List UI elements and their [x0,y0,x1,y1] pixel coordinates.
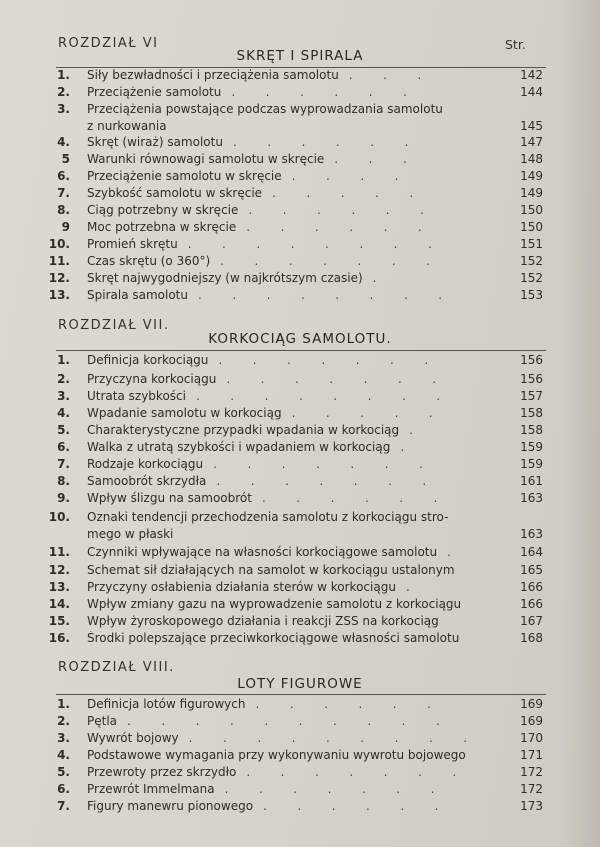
toc-entry-page: 170 [520,731,543,745]
chapter-7-title: KORKOCIĄG SAMOLOTU. [208,331,392,347]
page-column-label: Str. [505,37,526,52]
toc-entry-page: 163 [520,491,543,505]
toc-entry-title-continuation: z nurkowania [87,119,167,133]
toc-entry-title: Środki polepszające przeciwkorkociągowe własności samolotu [87,631,460,645]
toc-entry-page: 151 [520,237,543,251]
toc-entry [0,169,600,186]
toc-entry-title-wrap [87,203,502,217]
toc-entry [0,545,600,562]
toc-entry-page: 152 [520,254,543,268]
toc-entry [0,271,600,288]
toc-entry [0,563,600,580]
toc-entry-title: Promień skrętu [87,237,178,251]
toc-entry [0,580,600,597]
toc-entry-title-wrap [87,782,502,796]
toc-entry-page: 145 [520,119,543,133]
toc-entry-title: Podstawowe wymagania przy wykonywaniu wywrotu bojowego [87,748,466,762]
toc-leader-dots: . . . . . . [255,697,431,711]
toc-entry-page: 172 [520,765,543,779]
toc-entry-title-wrap [87,102,502,116]
toc-entry-title: Wywrót bojowy [87,731,179,745]
toc-entry [0,389,600,406]
toc-entry-number: 13. [48,580,70,594]
toc-entry-title-wrap [87,186,502,200]
toc-entry-page: 166 [520,597,543,611]
toc-entry-title-wrap [87,563,502,577]
toc-entry [0,203,600,220]
toc-entry-title: Czynniki wpływające na własności korkociągowe samolotu [87,545,438,559]
toc-entry-title-wrap [87,491,502,505]
toc-entry-title: Wpływ zmiany gazu na wyprowadzenie samolotu z korkociągu [87,597,462,611]
toc-entry-title: Charakterystyczne przypadki wpadania w korkociąg [87,423,400,437]
toc-entry [0,782,600,799]
toc-leader-dots: . . . . . . . [213,457,423,471]
toc-entry-title-wrap [87,152,502,166]
toc-entry-number: 4. [57,748,70,762]
toc-leader-dots: . . . . . [272,186,414,200]
toc-entry-title: Siły bezwładności i przeciążenia samolotu [87,68,339,82]
toc-entry-number: 3. [57,389,70,403]
toc-entry-page: 153 [520,288,543,302]
toc-entry [0,440,600,457]
toc-entry-number: 13. [48,288,70,302]
toc-entry-title: Oznaki tendencji przechodzenia samolotu z korkociągu stro- [87,510,449,524]
toc-entry-title: Przewroty przez skrzydło [87,765,237,779]
toc-entry-title: Szybkość samolotu w skręcie [87,186,263,200]
toc-leader-dots: . [400,440,405,454]
toc-entry-page: 165 [520,563,543,577]
toc-entry [0,731,600,748]
toc-entry-page: 167 [520,614,543,628]
toc-entry-title-wrap [87,423,502,437]
toc-leader-dots: . . . . . . [246,220,422,234]
toc-entry-number: 4. [57,135,70,149]
toc-entry-title-wrap [87,714,502,728]
toc-leader-dots: . . . [334,152,407,166]
toc-leader-dots: . . . . . . . [246,765,457,779]
chapter-7-heading: ROZDZIAŁ VII. [58,318,170,333]
toc-entry-title: Wpływ ślizgu na samoobrót [87,491,252,505]
toc-entry-title: Skręt najwygodniejszy (w najkrótszym czasie) [87,271,363,285]
toc-entry-title-wrap [87,353,502,367]
toc-entry-title-wrap [87,799,502,813]
toc-entry [0,491,600,508]
toc-entry-title-wrap [87,135,502,149]
toc-entry-number: 7. [57,186,70,200]
toc-entry-page: 152 [520,271,543,285]
chapter-6-heading: ROZDZIAŁ VI [58,36,159,51]
toc-entry-number: 5 [61,152,70,166]
toc-entry-page: 157 [520,389,543,403]
toc-entry-page: 173 [520,799,543,813]
toc-leader-dots: . . . . . . . [226,372,437,386]
toc-entry-title: Przyczyny osłabienia działania sterów w korkociągu [87,580,396,594]
toc-entry [0,186,600,203]
toc-entry-title: Wpływ żyroskopowego działania i reakcji ZSS na korkociąg [87,614,439,628]
toc-entry-page: 171 [520,748,543,762]
toc-entry [0,135,600,152]
toc-leader-dots: . . . . . . [263,799,439,813]
toc-entry-number: 9 [61,220,70,234]
toc-entry-title: Wpadanie samolotu w korkociąg [87,406,282,420]
toc-entry-page: 172 [520,782,543,796]
toc-entry-title: Utrata szybkości [87,389,186,403]
toc-entry-number: 5. [57,423,70,437]
toc-leader-dots: . [447,545,451,559]
toc-entry-title: Przeciążenie samolotu [87,85,222,99]
toc-entry [0,748,600,765]
toc-entry [0,510,600,541]
toc-entry-title-wrap [87,765,502,779]
toc-entry-title-wrap [87,440,502,454]
toc-entry-page: 150 [520,203,543,217]
toc-entry-number: 7. [57,799,70,813]
toc-entry-number: 5. [57,765,70,779]
toc-leader-dots: . . . . . . [232,135,409,149]
toc-entry-title-wrap [87,697,502,711]
toc-entry-number: 4. [57,406,70,420]
toc-entry-number: 6. [57,169,70,183]
toc-entry-page: 158 [520,406,543,420]
toc-entry [0,288,600,305]
toc-entry-number: 1. [57,697,70,711]
toc-entry-number: 3. [57,102,70,116]
toc-entry-number: 8. [57,474,70,488]
toc-leader-dots: . [372,271,377,285]
toc-entry-page: 158 [520,423,543,437]
toc-leader-dots: . [405,580,410,594]
toc-entry-number: 11. [48,254,70,268]
toc-entry-title: Warunki równowagi samolotu w skręcie [87,152,325,166]
toc-leader-dots: . . . . . . . . [197,288,443,302]
toc-entry-page: 159 [520,457,543,471]
toc-entry [0,597,600,614]
toc-leader-dots: . . . . . . . . [187,237,432,251]
toc-entry [0,372,600,389]
toc-entry-number: 16. [48,631,70,645]
chapter-8-heading: ROZDZIAŁ VIII. [58,660,175,675]
toc-entry [0,697,600,714]
toc-leader-dots: . . . . . . [231,85,407,99]
toc-leader-dots: . . . . . . . [224,782,435,796]
toc-entry-title: Skręt (wiraż) samolotu [87,135,223,149]
toc-entry [0,714,600,731]
toc-leader-dots: . . . . . . [248,203,424,217]
toc-entry-title-wrap [87,254,502,268]
toc-entry-title: Przeciążenia powstające podczas wyprowadzania samolotu [87,102,443,116]
toc-entry-number: 15. [48,614,70,628]
toc-entry-title-wrap [87,457,502,471]
toc-leader-dots: . . . . . . . . . . [127,714,440,728]
toc-entry-page: 148 [520,152,543,166]
toc-entry-number: 3. [57,731,70,745]
toc-entry-number: 1. [57,353,70,367]
toc-entry-page: 156 [520,372,543,386]
toc-entry-title-wrap [87,597,502,611]
toc-entry-number: 1. [57,68,70,82]
toc-entry-title: Samoobrót skrzydła [87,474,207,488]
toc-entry-title-wrap [87,68,502,82]
toc-entry-number: 2. [57,85,70,99]
toc-entry-title: Spirala samolotu [87,288,188,302]
chapter-8-title: LOTY FIGUROWE [237,676,363,692]
toc-entry [0,85,600,102]
toc-entry-title-wrap [87,372,502,386]
toc-entry-page: 149 [520,186,543,200]
toc-entry-title: Pętla [87,714,118,728]
toc-entry-title: Definicja lotów figurowych [87,697,246,711]
toc-leader-dots: . . . . . . . . . [188,731,468,745]
toc-entry-page: 161 [520,474,543,488]
toc-entry-number: 2. [57,714,70,728]
toc-entry-title: Przyczyna korkociągu [87,372,217,386]
toc-entry-title-wrap [87,169,502,183]
toc-entry-title-wrap [87,406,502,420]
toc-entry-number: 11. [48,545,70,559]
toc-entry-number: 2. [57,372,70,386]
toc-entry [0,406,600,423]
toc-leader-dots: . . . . . . . [216,474,427,488]
toc-entry-title: Definicja korkociągu [87,353,209,367]
toc-entry-title-wrap [87,220,502,234]
toc-entry-title: Walka z utratą szybkości i wpadaniem w korkociąg [87,440,391,454]
toc-entry-page: 149 [520,169,543,183]
toc-entry-title-wrap [87,748,502,762]
toc-entry-page: 159 [520,440,543,454]
toc-entry-title-wrap [87,288,502,302]
toc-entry-page: 147 [520,135,543,149]
toc-entry-title-wrap [87,631,502,645]
toc-entry-title-wrap [87,545,502,559]
toc-entry-number: 12. [48,271,70,285]
toc-entry-page: 156 [520,353,543,367]
toc-entry-page: 142 [520,68,543,82]
toc-leader-dots: . . . . . [291,406,433,420]
toc-entry-title-wrap [87,389,502,403]
toc-entry-title: Ciąg potrzebny w skręcie [87,203,239,217]
toc-entry-page: 166 [520,580,543,594]
chapter-8-rule [56,694,546,695]
toc-leader-dots: . . . . [291,169,399,183]
toc-entry-page: 144 [520,85,543,99]
toc-entry [0,474,600,491]
toc-entry-number: 12. [48,563,70,577]
toc-entry-number: 10. [48,510,70,524]
toc-entry [0,631,600,648]
toc-entry-title-wrap [87,614,502,628]
toc-entry [0,152,600,169]
toc-entry [0,68,600,85]
toc-entry-number: 7. [57,457,70,471]
toc-entry-number: 8. [57,203,70,217]
toc-entry-title-wrap [87,237,502,251]
toc-entry-title-wrap [87,271,502,285]
toc-entry-number: 6. [57,782,70,796]
toc-entry-title-wrap [87,731,502,745]
toc-entry-number: 9. [57,491,70,505]
toc-entry [0,765,600,782]
toc-entry-title: Rodzaje korkociągu [87,457,204,471]
toc-entry-title-wrap [87,474,502,488]
toc-leader-dots: . . . . . . . [218,353,429,367]
toc-entry-page: 169 [520,714,543,728]
toc-entry-number: 14. [48,597,70,611]
toc-entry-title-continuation: mego w płaski [87,527,174,541]
toc-entry-number: 10. [48,237,70,251]
toc-entry-title-wrap [87,510,502,524]
toc-entry-page: 163 [520,527,543,541]
toc-leader-dots: . . . [348,68,422,82]
toc-entry [0,220,600,237]
chapter-7-rule [56,350,546,351]
toc-entry [0,799,600,816]
toc-entry-title: Moc potrzebna w skręcie [87,220,237,234]
chapter-6-title: SKRĘT I SPIRALA [236,48,364,64]
toc-leader-dots: . [409,423,413,437]
toc-entry-title-wrap [87,580,502,594]
toc-entry [0,614,600,631]
toc-entry [0,254,600,271]
toc-entry-page: 169 [520,697,543,711]
toc-leader-dots: . . . . . . . . [195,389,441,403]
toc-entry [0,457,600,474]
toc-entry-title: Czas skrętu (o 360°) [87,254,211,268]
toc-leader-dots: . . . . . . [261,491,438,505]
toc-entry-title: Przeciążenie samolotu w skręcie [87,169,282,183]
toc-entry [0,102,600,133]
toc-entry-page: 150 [520,220,543,234]
toc-entry-number: 6. [57,440,70,454]
toc-entry-page: 168 [520,631,543,645]
toc-entry-title: Figury manewru pionowego [87,799,254,813]
toc-entry-title: Schemat sił działających na samolot w korkociągu ustalonym [87,563,455,577]
toc-entry [0,353,600,370]
toc-entry [0,237,600,254]
toc-entry-title-wrap [87,85,502,99]
toc-leader-dots: . . . . . . . [220,254,430,268]
toc-entry-page: 164 [520,545,543,559]
toc-entry-title: Przewrót Immelmana [87,782,215,796]
toc-entry [0,423,600,440]
